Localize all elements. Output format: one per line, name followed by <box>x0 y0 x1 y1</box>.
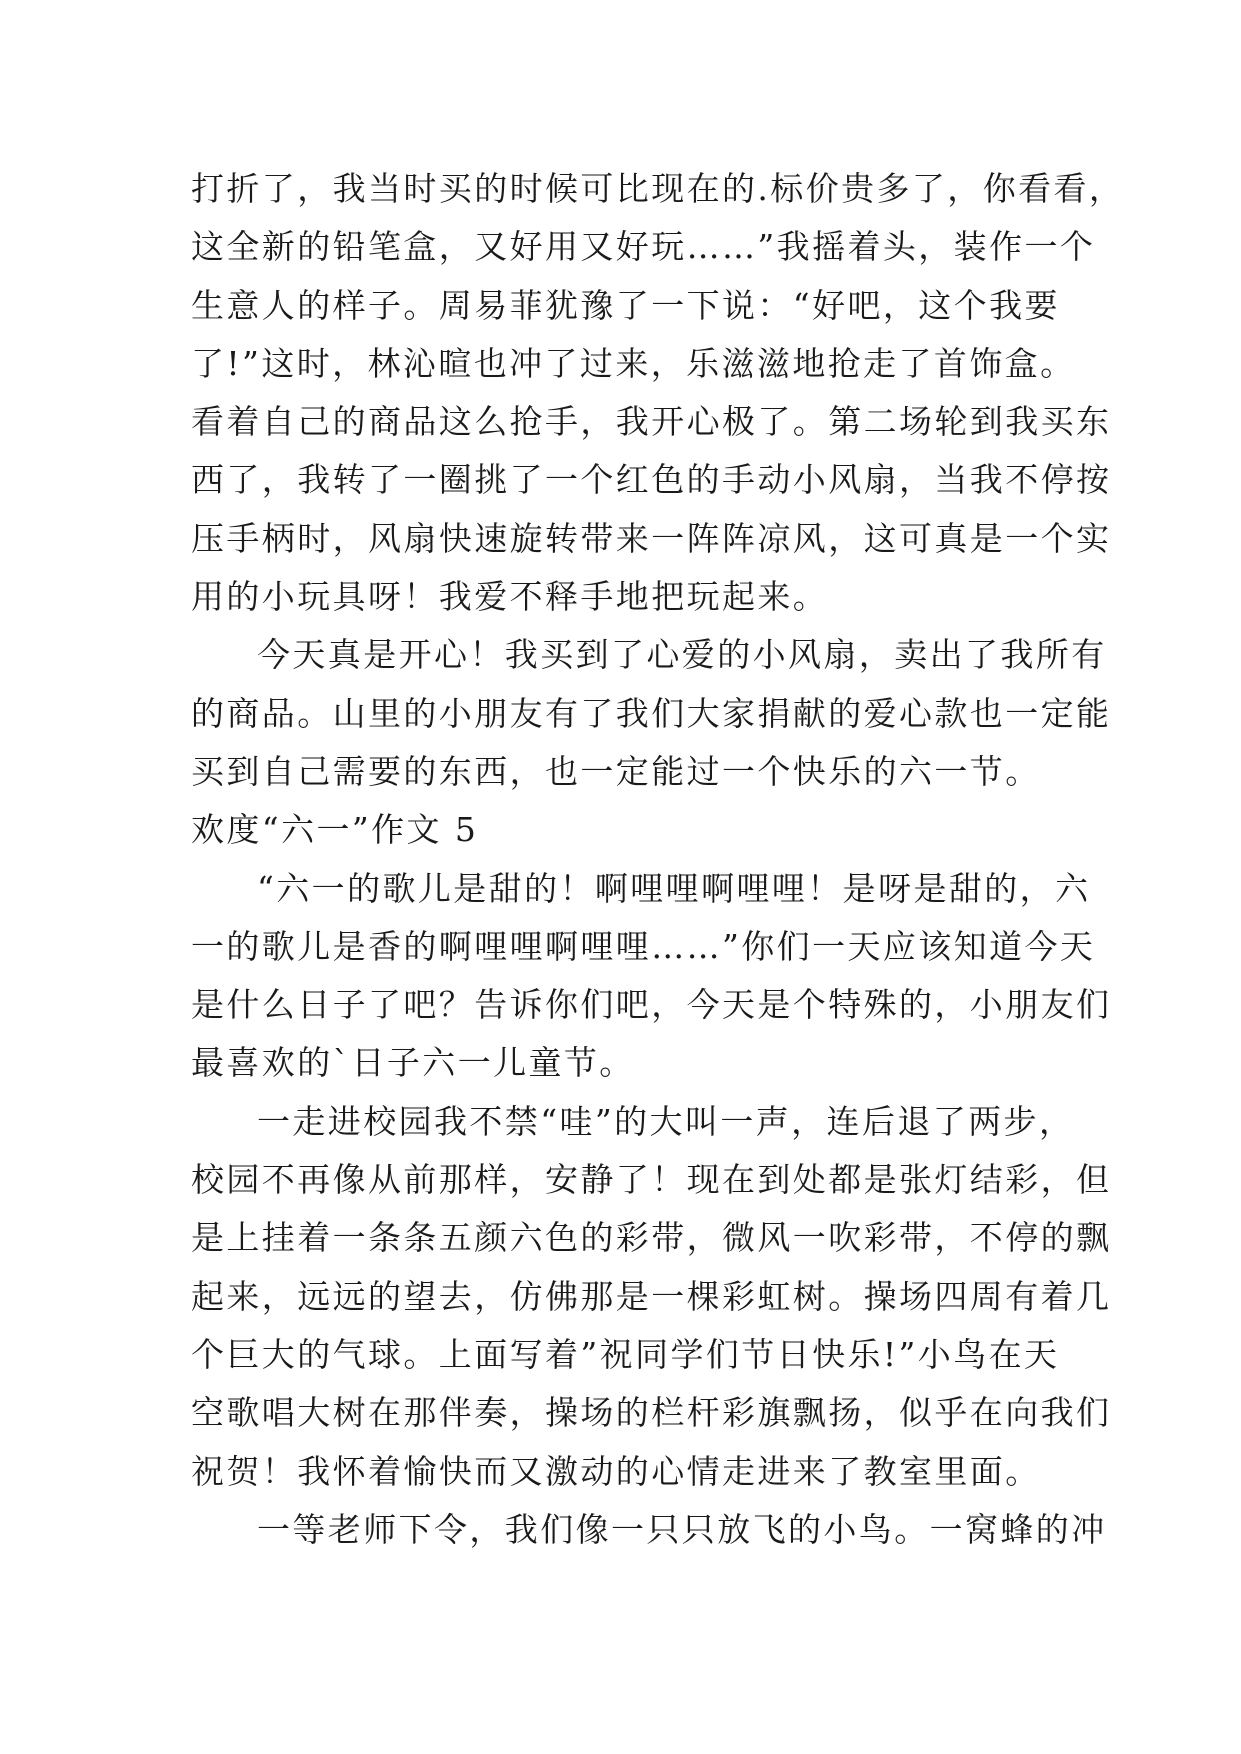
text-line: 看着自己的商品这么抢手，我开心极了。第二场轮到我买东 <box>191 402 1112 442</box>
text-line: 起来，远远的望去，仿佛那是一棵彩虹树。操场四周有着几 <box>191 1276 1112 1316</box>
text-line: 个巨大的气球。上面写着”祝同学们节日快乐!”小鸟在天 <box>191 1334 1060 1374</box>
paragraph-start-line: 今天真是开心！我买到了心爱的小风扇，卖出了我所有 <box>257 635 1107 675</box>
text-line: 这全新的铅笔盒，又好用又好玩……”我摇着头，装作一个 <box>191 227 1096 267</box>
paragraph-start-line: 一走进校园我不禁“哇”的大叫一声，连后退了两步， <box>257 1101 1075 1141</box>
text-line: 是上挂着一条条五颜六色的彩带，微风一吹彩带，不停的飘 <box>191 1218 1112 1258</box>
text-line: 西了，我转了一圈挑了一个红色的手动小风扇，当我不停按 <box>191 460 1112 500</box>
paragraph-start-line: 一等老师下令，我们像一只只放飞的小鸟。一窝蜂的冲 <box>257 1509 1107 1549</box>
body-text <box>191 160 1125 1559</box>
section-heading: 欢度“六一”作文 5 <box>191 810 479 850</box>
text-line: 用的小玩具呀！我爱不释手地把玩起来。 <box>191 577 829 617</box>
text-line: 空歌唱大树在那伴奏，操场的栏杆彩旗飘扬，似乎在向我们 <box>191 1393 1112 1433</box>
text-line: 买到自己需要的东西，也一定能过一个快乐的六一节。 <box>191 751 1041 791</box>
text-line: 是什么日子了吧？告诉你们吧，今天是个特殊的，小朋友们 <box>191 985 1112 1025</box>
text-line: 压手柄时，风扇快速旋转带来一阵阵凉风，这可真是一个实 <box>191 518 1112 558</box>
text-line: 最喜欢的`日子六一儿童节。 <box>191 1043 635 1083</box>
paragraph-start-line: “六一的歌儿是甜的！啊哩哩啊哩哩！是呀是甜的，六 <box>257 868 1091 908</box>
text-line: 一的歌儿是香的啊哩哩啊哩哩……”你们一天应该知道今天 <box>191 926 1096 966</box>
text-line: 祝贺！我怀着愉快而又激动的心情走进来了教室里面。 <box>191 1451 1041 1491</box>
text-line: 的商品。山里的小朋友有了我们大家捐献的爱心款也一定能 <box>191 693 1112 733</box>
text-line: 了!”这时，林沁暄也冲了过来，乐滋滋地抢走了首饰盒。 <box>191 343 1076 383</box>
text-line: 打折了，我当时买的时候可比现在的.标价贵多了，你看看， <box>191 169 1125 208</box>
text-line: 校园不再像从前那样，安静了！现在到处都是张灯结彩，但 <box>191 1160 1112 1200</box>
text-line: 生意人的样子。周易菲犹豫了一下说：“好吧，这个我要 <box>191 285 1060 325</box>
